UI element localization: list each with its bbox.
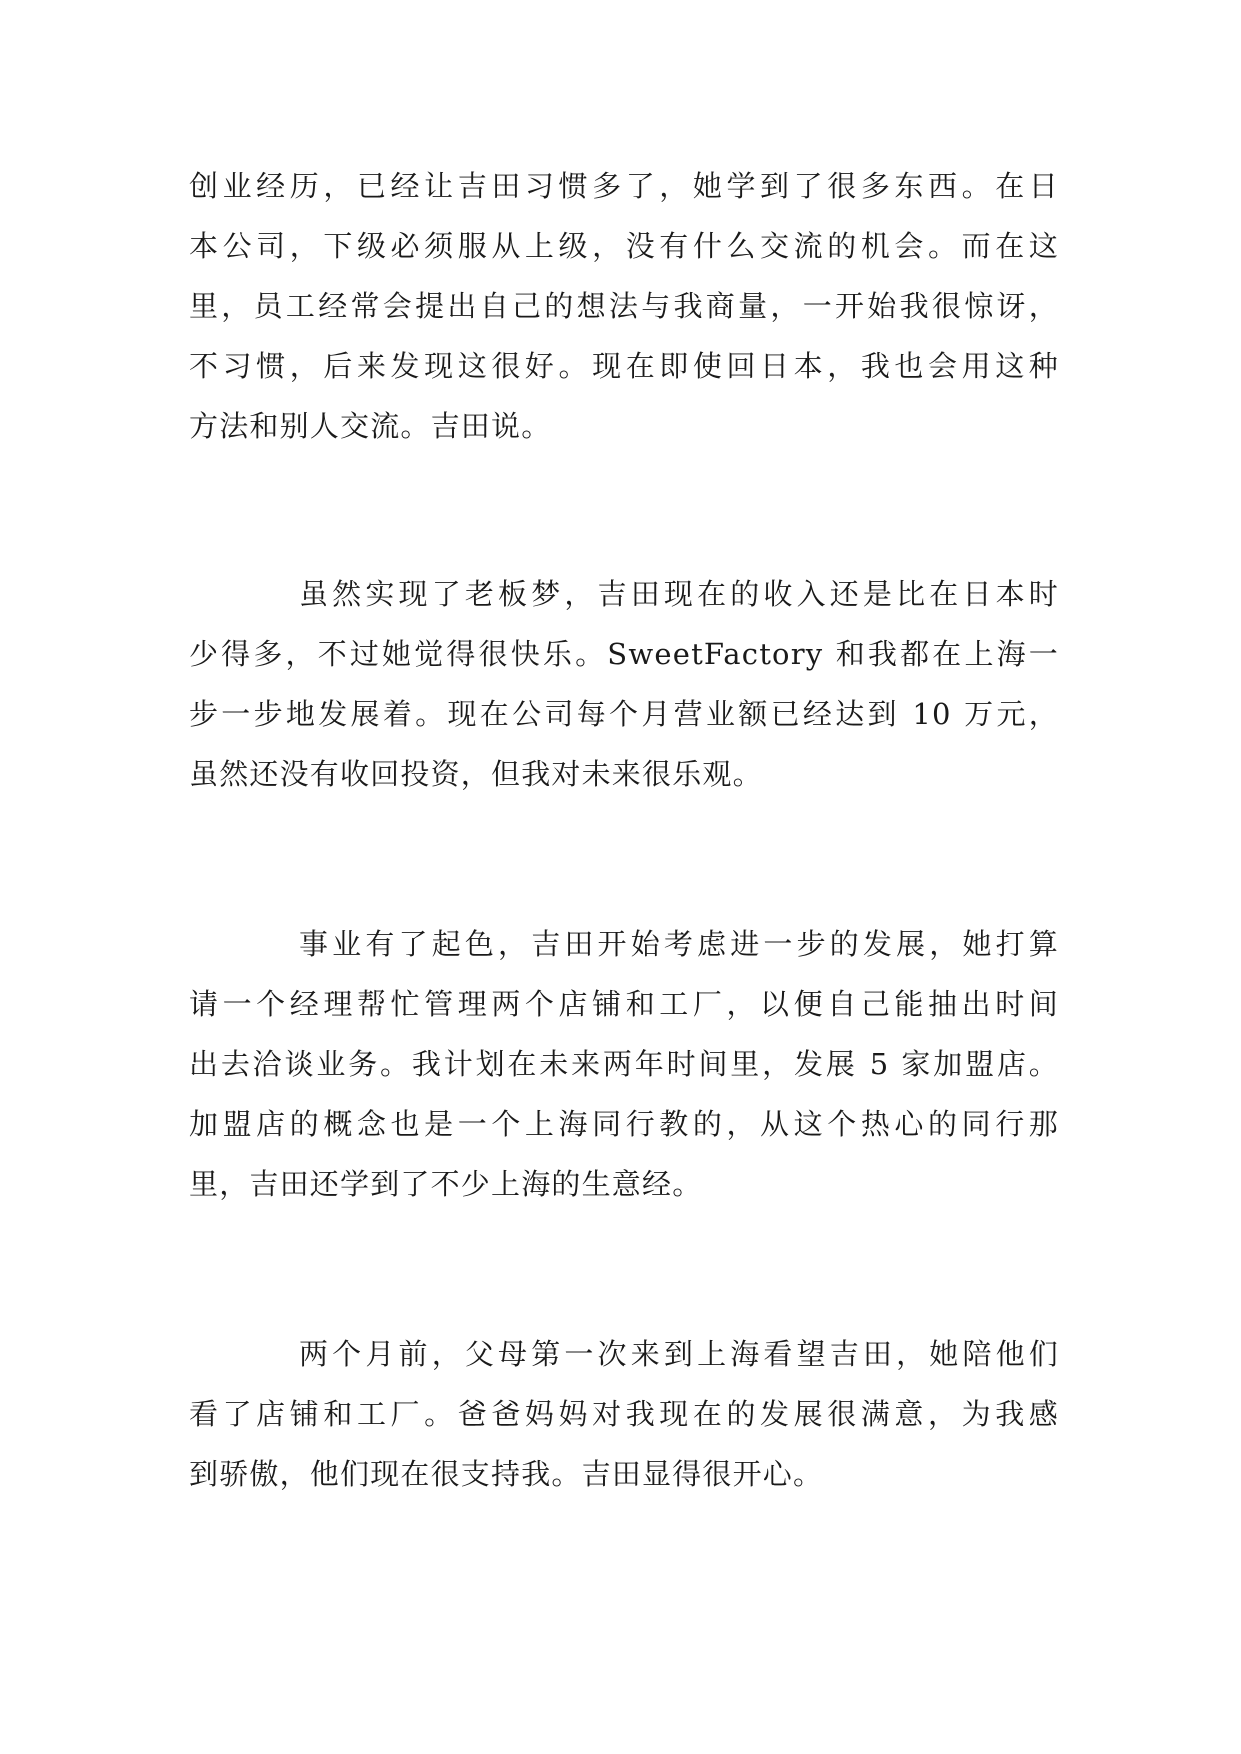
text-line: 本公司，下级必须服从上级，没有什么交流的机会。而在这: [189, 229, 1059, 263]
text-line: 步一步地发展着。现在公司每个月营业额已经达到 10 万元，: [189, 697, 1059, 731]
text-line: 少得多，不过她觉得很快乐。SweetFactory 和我都在上海一: [189, 637, 1059, 671]
text-line: 虽然实现了老板梦，吉田现在的收入还是比在日本时: [299, 577, 1059, 611]
text-line: 加盟店的概念也是一个上海同行教的，从这个热心的同行那: [189, 1107, 1059, 1141]
text-line: 事业有了起色，吉田开始考虑进一步的发展，她打算: [299, 927, 1059, 961]
text-line: 出去洽谈业务。我计划在未来两年时间里，发展 5 家加盟店。: [189, 1047, 1059, 1081]
text-line: 里，员工经常会提出自己的想法与我商量，一开始我很惊讶，: [189, 289, 1059, 323]
text-line: 虽然还没有收回投资，但我对未来很乐观。: [189, 757, 763, 791]
text-line: 到骄傲，他们现在很支持我。吉田显得很开心。: [189, 1457, 824, 1491]
text-line: 看了店铺和工厂。爸爸妈妈对我现在的发展很满意，为我感: [189, 1397, 1059, 1431]
text-line: 方法和别人交流。吉田说。: [189, 409, 552, 443]
text-line: 里，吉田还学到了不少上海的生意经。: [189, 1167, 703, 1201]
text-line: 不习惯，后来发现这很好。现在即使回日本，我也会用这种: [189, 349, 1059, 383]
text-line: 请一个经理帮忙管理两个店铺和工厂，以便自己能抽出时间: [189, 987, 1059, 1021]
text-line: 两个月前，父母第一次来到上海看望吉田，她陪他们: [299, 1337, 1059, 1371]
text-line: 创业经历，已经让吉田习惯多了，她学到了很多东西。在日: [189, 169, 1059, 203]
